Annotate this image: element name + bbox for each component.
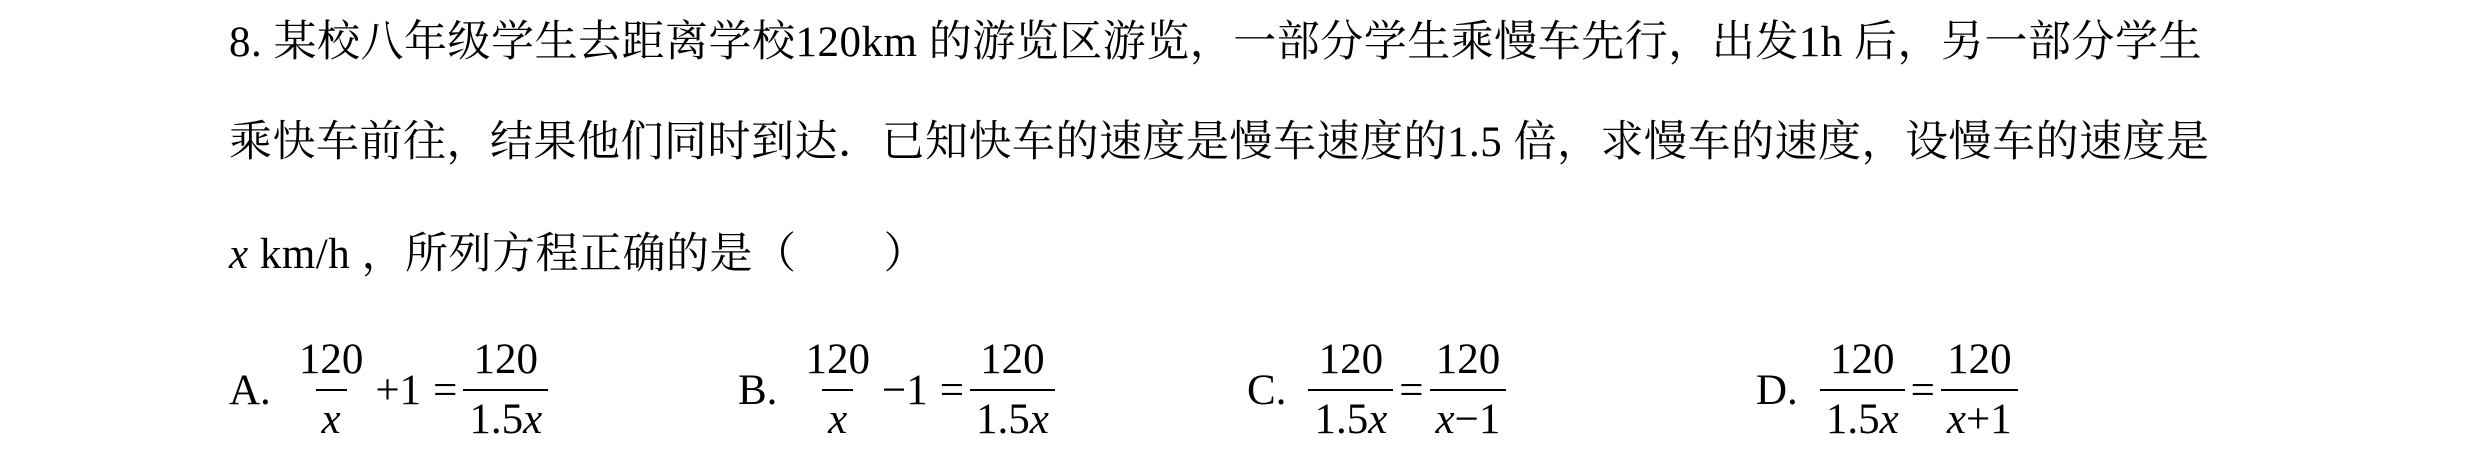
question-text-1: 8. 某校八年级学生去距离学校120km 的游览区游览，一部分学生乘慢车先行，出发1h 后，另一部分学生	[229, 19, 2202, 66]
option-c-rhs-den-rest: −1	[1454, 396, 1501, 443]
option-d-label: D.	[1756, 366, 1798, 414]
option-d[interactable]	[1756, 325, 2018, 455]
option-c-lhs-numerator: 120	[1318, 336, 1384, 383]
option-d-lhs-denominator	[1820, 389, 1905, 445]
option-d-lhs-den-var: x	[1879, 396, 1899, 443]
option-d-lhs-den-coef: 1.5	[1825, 396, 1880, 443]
option-c-rhs-den-var: x	[1435, 396, 1455, 443]
option-a-lhs-numerator: 120	[298, 336, 364, 383]
option-a-rhs-den-coef: 1.5	[469, 396, 524, 443]
option-d-rhs-den-rest: +1	[1966, 396, 2012, 443]
option-d-lhs-numerator: 120	[1829, 336, 1895, 383]
option-c-lhs-den-var: x	[1368, 396, 1388, 443]
option-a-lhs-den-var: x	[321, 396, 341, 443]
option-d-rhs-denominator	[1941, 389, 2018, 445]
option-b[interactable]	[738, 325, 1055, 455]
option-b-rhs-den-var: x	[1029, 396, 1049, 443]
option-a-rhs-fraction	[463, 335, 548, 445]
option-a-rhs-numerator: 120	[473, 336, 539, 383]
option-a-lhs-fraction	[293, 335, 370, 445]
option-a-label: A.	[229, 366, 271, 414]
option-d-rhs-numerator: 120	[1947, 336, 2012, 383]
question-line-1	[229, 13, 2202, 73]
option-c-lhs-den-coef: 1.5	[1314, 396, 1369, 443]
option-b-lhs-denominator	[822, 389, 853, 445]
question-line-2	[229, 113, 2210, 173]
option-d-rhs-fraction	[1941, 335, 2018, 445]
option-b-rhs-denominator	[970, 389, 1055, 445]
option-b-lhs-numerator: 120	[805, 336, 870, 383]
question-line-3	[229, 225, 927, 285]
option-c-equals: =	[1399, 366, 1424, 414]
option-a-rhs-den-var: x	[523, 396, 543, 443]
question-text-3: km/h ，所列方程正确的是（ ）	[248, 231, 927, 278]
option-c[interactable]	[1247, 325, 1506, 455]
option-b-rhs-numerator: 120	[980, 336, 1045, 383]
option-c-label: C.	[1247, 366, 1287, 414]
option-b-rhs-fraction	[970, 335, 1055, 445]
option-d-rhs-den-var: x	[1946, 396, 1967, 443]
option-b-operator: −1	[881, 366, 928, 414]
variable-x: x	[229, 231, 249, 278]
option-a[interactable]	[229, 325, 548, 455]
option-a-operator: +1	[375, 366, 422, 414]
option-d-lhs-fraction	[1820, 335, 1905, 445]
option-b-rhs-den-coef: 1.5	[975, 396, 1030, 443]
option-b-lhs-fraction	[799, 335, 876, 445]
option-b-equals: =	[939, 366, 964, 414]
option-a-rhs-denominator	[463, 389, 548, 445]
option-b-label: B.	[738, 366, 778, 414]
option-c-rhs-fraction	[1430, 335, 1507, 445]
option-c-lhs-fraction	[1308, 335, 1393, 445]
option-a-lhs-denominator	[316, 389, 347, 445]
question-text-2: 乘快车前往，结果他们同时到达．已知快车的速度是慢车速度的1.5 倍，求慢车的速度，设慢车的速度是	[229, 119, 2210, 166]
option-d-equals: =	[1910, 366, 1935, 414]
option-c-rhs-denominator	[1430, 389, 1507, 445]
option-c-rhs-numerator: 120	[1435, 336, 1501, 383]
option-c-lhs-denominator	[1308, 389, 1393, 445]
option-b-lhs-den-var: x	[828, 396, 848, 443]
option-a-equals: =	[433, 366, 458, 414]
